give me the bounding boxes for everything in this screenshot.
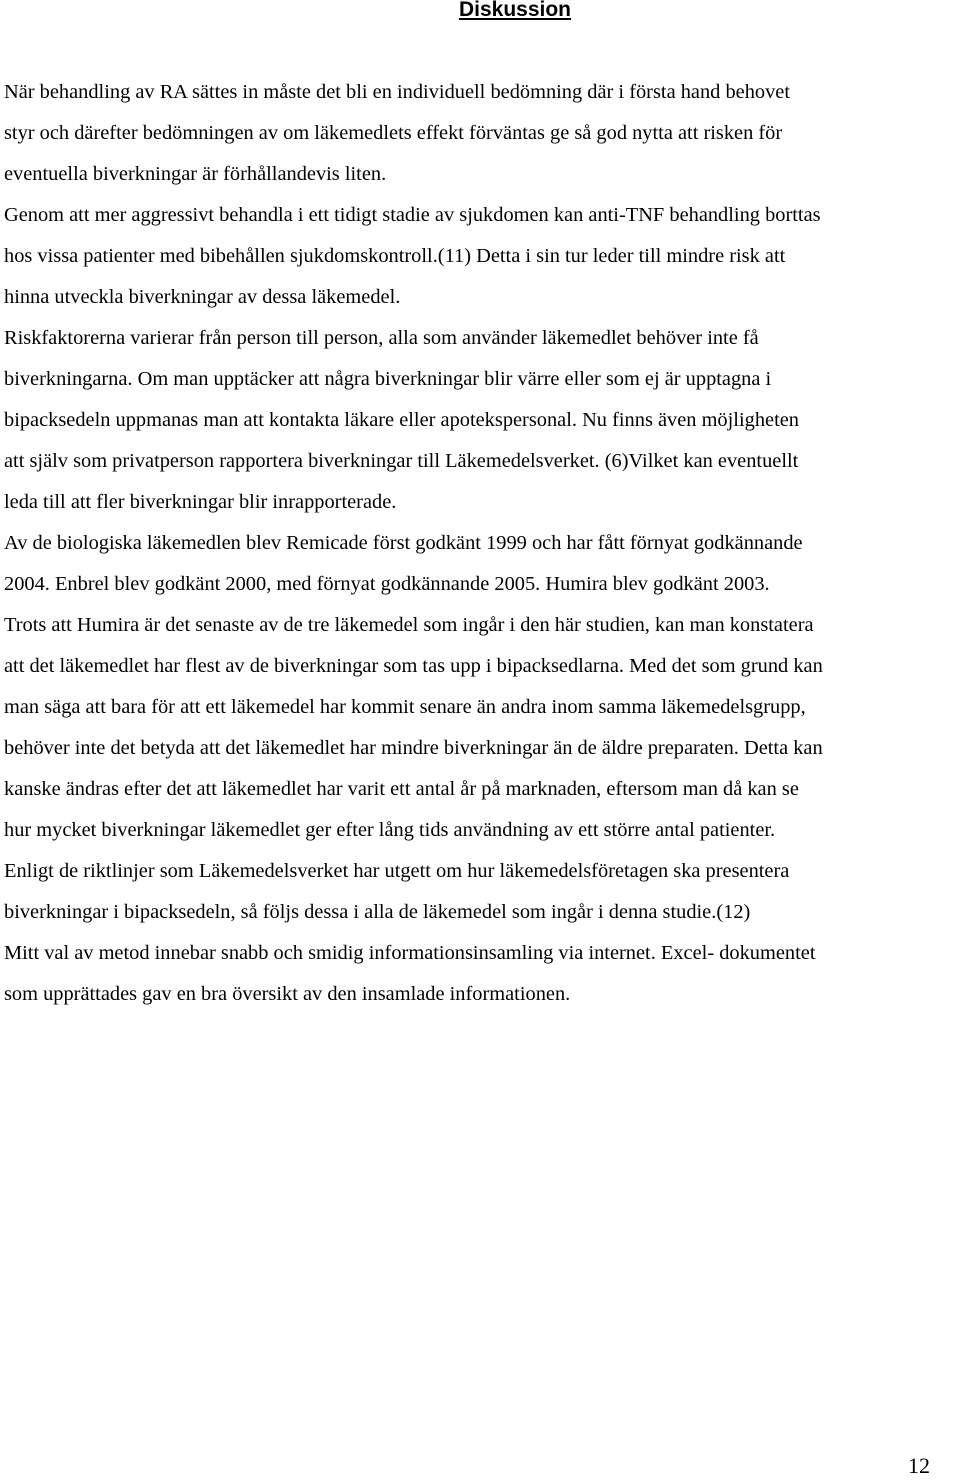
text-line: man säga att bara för att ett läkemedel har kommit senare än andra inom samma läkemedelsgrupp, bbox=[4, 696, 806, 718]
text-line: 2004. Enbrel blev godkänt 2000, med förnyat godkännande 2005. Humira blev godkänt 2003. bbox=[4, 573, 770, 595]
text-line: hur mycket biverkningar läkemedlet ger efter lång tids användning av ett större antal patienter. bbox=[4, 819, 776, 841]
text-line: eventuella biverkningar är förhållandevis liten. bbox=[4, 163, 387, 185]
text-line: biverkningarna. Om man upptäcker att några biverkningar blir värre eller som ej är upptagna i bbox=[4, 368, 772, 390]
section-heading: Diskussion bbox=[458, 0, 572, 21]
text-line: Genom att mer aggressivt behandla i ett tidigt stadie av sjukdomen kan anti-TNF behandling borttas bbox=[4, 204, 821, 226]
text-line: När behandling av RA sättes in måste det bli en individuell bedömning där i första hand behovet bbox=[4, 81, 790, 103]
text-line: hos vissa patienter med bibehållen sjukdomskontroll.(11) Detta i sin tur leder till mindre risk att bbox=[4, 245, 786, 267]
text-line: behöver inte det betyda att det läkemedlet har mindre biverkningar än de äldre preparaten. Detta kan bbox=[4, 737, 823, 759]
text-line: Trots att Humira är det senaste av de tre läkemedel som ingår i den här studien, kan man konstatera bbox=[4, 614, 814, 636]
text-line: Riskfaktorerna varierar från person till person, alla som använder läkemedlet behöver inte få bbox=[4, 327, 759, 349]
text-line: biverkningar i bipacksedeln, så följs dessa i alla de läkemedel som ingår i denna studie.(12) bbox=[4, 901, 751, 923]
page-number: 12 bbox=[908, 1453, 930, 1478]
body-text bbox=[4, 72, 956, 1015]
text-line: Mitt val av metod innebar snabb och smidig informationsinsamling via internet. Excel- dokumentet bbox=[4, 942, 816, 964]
text-line: leda till att fler biverkningar blir inrapporterade. bbox=[4, 491, 397, 513]
text-line: Av de biologiska läkemedlen blev Remicade först godkänt 1999 och har fått förnyat godkännande bbox=[4, 532, 803, 554]
text-line: hinna utveckla biverkningar av dessa läkemedel. bbox=[4, 286, 401, 308]
text-line: att det läkemedlet har flest av de biverkningar som tas upp i bipacksedlarna. Med det som grund kan bbox=[4, 655, 823, 677]
text-line: att själv som privatperson rapportera biverkningar till Läkemedelsverket. (6)Vilket kan eventuellt bbox=[4, 450, 799, 472]
text-line: bipacksedeln uppmanas man att kontakta läkare eller apotekspersonal. Nu finns även möjligheten bbox=[4, 409, 799, 431]
text-line: kanske ändras efter det att läkemedlet har varit ett antal år på marknaden, eftersom man då kan se bbox=[4, 778, 799, 800]
text-line: Enligt de riktlinjer som Läkemedelsverket har utgett om hur läkemedelsföretagen ska presentera bbox=[4, 860, 790, 882]
text-line: som upprättades gav en bra översikt av den insamlade informationen. bbox=[4, 983, 571, 1005]
text-line: styr och därefter bedömningen av om läkemedlets effekt förväntas ge så god nytta att risken för bbox=[4, 122, 783, 144]
